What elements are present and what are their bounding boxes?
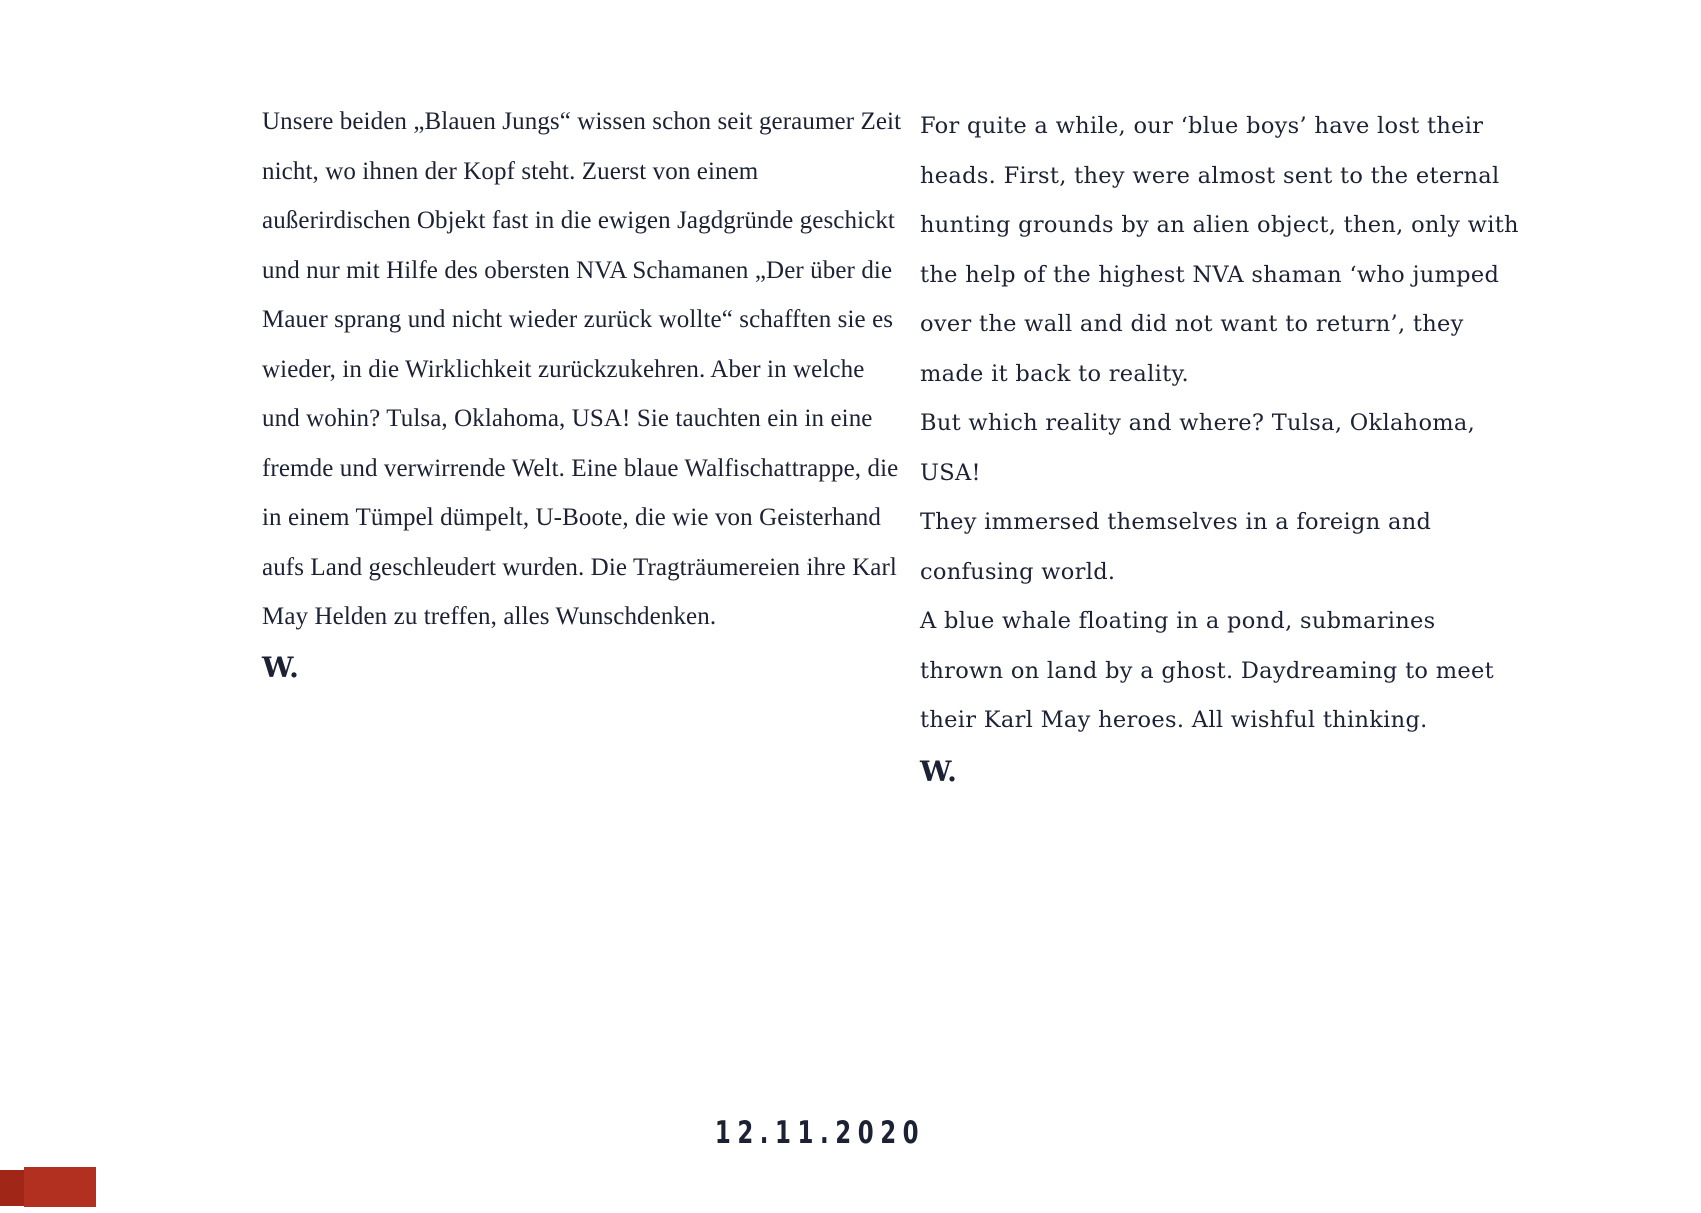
german-signature: W. bbox=[262, 650, 299, 684]
page-date: 12.11.2020 bbox=[714, 1115, 926, 1151]
english-paragraph-1: For quite a while, our ‘blue boys’ have lost their heads. First, they were almost sent to the eternal hunting grounds by an alien object, then, only with the help of the highest NVA shaman ‘who jumped over the wall and did not want to return’, they made it back to reality. bbox=[920, 113, 1519, 387]
english-paragraph-3: They immersed themselves in a foreign and confusing world. bbox=[920, 509, 1432, 585]
corner-accent-block bbox=[24, 1167, 96, 1207]
english-column bbox=[920, 102, 1520, 790]
english-paragraph-4: A blue whale floating in a pond, submarines thrown on land by a ghost. Daydreaming to meet their Karl May heroes. All wishful thinking. bbox=[920, 608, 1494, 733]
english-paragraph-2: But which reality and where? Tulsa, Oklahoma, USA! bbox=[920, 410, 1476, 486]
english-signature: W. bbox=[920, 754, 957, 788]
german-paragraph: Unsere beiden „Blauen Jungs“ wissen schon seit geraumer Zeit nicht, wo ihnen der Kopf steht. Zuerst von einem außerirdischen Objekt fast in die ewigen Jagdgründe geschickt und nur mit Hilfe des obersten NVA Schamanen „Der über die Mauer sprang und nicht wieder zurück wollte“ schafften sie es wieder, in die Wirklichkeit zurückzukehren. Aber in welche und wohin? Tulsa, Oklahoma, USA! Sie tauchten ein in eine fremde und verwirrende Welt. Eine blaue Walfischattrappe, die in einem Tümpel dümpelt, U-Boote, die wie von Geisterhand aufs Land geschleudert wurden. Die Tragträumereien ihre Karl May Helden zu treffen, alles Wunschdenken. bbox=[262, 108, 902, 630]
german-column bbox=[262, 97, 902, 686]
corner-accent-shadow bbox=[0, 1170, 24, 1206]
